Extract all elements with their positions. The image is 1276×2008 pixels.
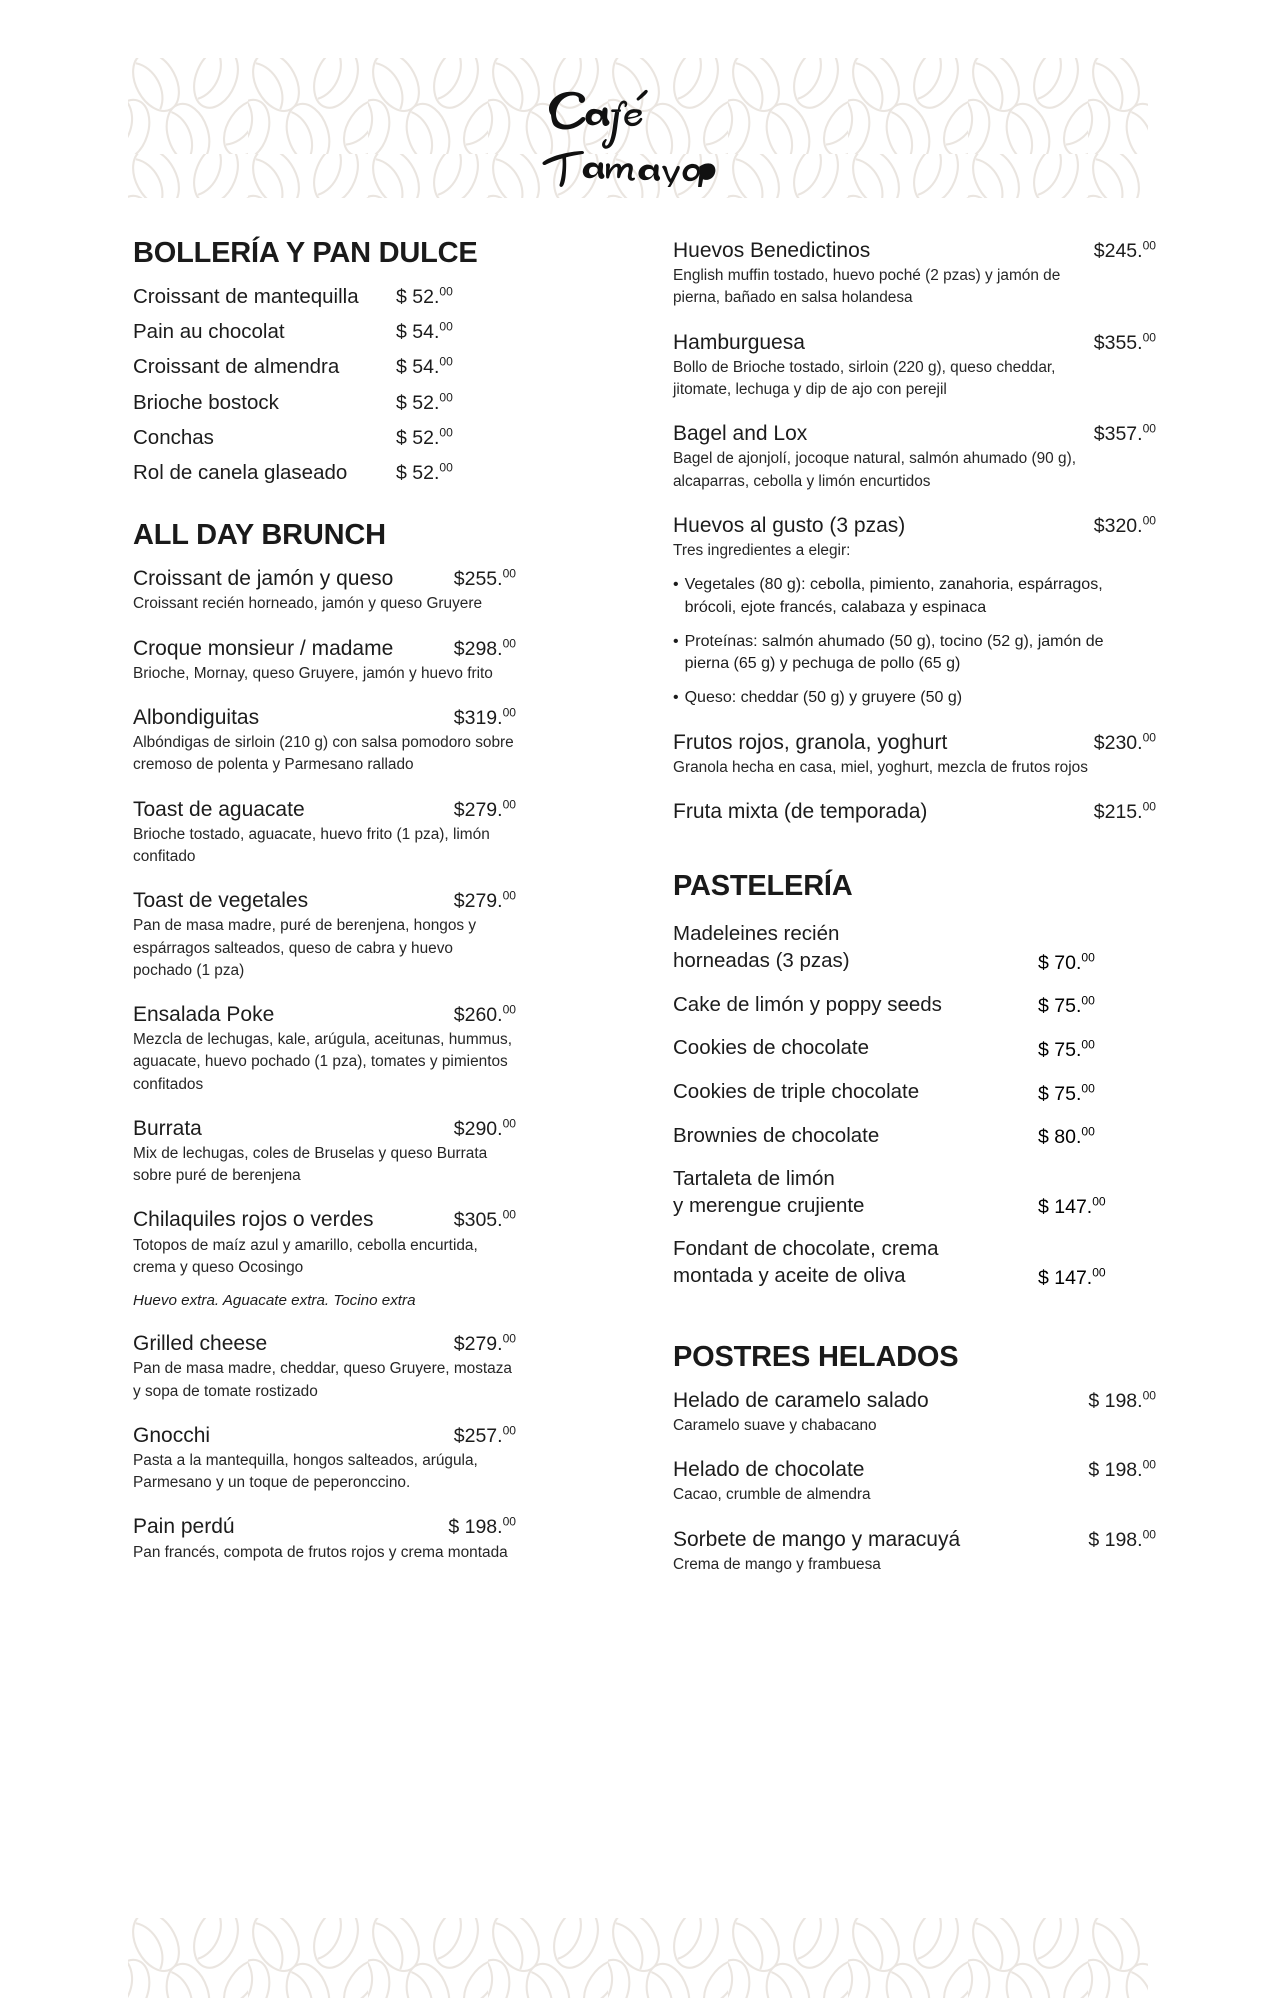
menu-item[interactable] (673, 238, 1156, 310)
section-title-postres-helados: POSTRES HELADOS (673, 1340, 959, 1373)
menu-item[interactable] (133, 636, 516, 685)
item-price: $ 52.00 (396, 425, 453, 449)
menu-item[interactable] (133, 705, 516, 777)
item-name: Hamburguesa (673, 330, 805, 354)
item-name: Cake de limón y poppy seeds (673, 992, 942, 1016)
item-name: Pain perdú (133, 1515, 235, 1539)
bullet-icon: • (673, 632, 679, 650)
item-name: Burrata (133, 1116, 202, 1140)
bolleria-item-list (133, 284, 516, 486)
menu-row[interactable] (673, 992, 1156, 1019)
item-price: $ 198.00 (1088, 1388, 1156, 1412)
item-price: $290.00 (453, 1116, 516, 1140)
item-description: Bollo de Brioche tostado, sirloin (220 g), queso cheddar, jitomate, lechuga y dip de ajo con perejil (673, 358, 1056, 399)
menu-row[interactable] (133, 354, 516, 380)
menu-row[interactable] (133, 319, 516, 345)
ingredient-option-text: Proteínas: salmón ahumado (50 g), tocino (52 g), jamón de pierna (65 g) y pechuga de pollo (65 g) (684, 632, 1104, 673)
menu-row[interactable] (673, 1236, 1156, 1289)
item-description: Brioche, Mornay, queso Gruyere, jamón y huevo frito (133, 664, 493, 682)
menu-item[interactable] (133, 1514, 516, 1563)
item-price: $ 75.00 (1038, 1037, 1095, 1061)
item-name: Tartaleta de limón y merengue crujiente (673, 1167, 865, 1217)
menu-row[interactable] (673, 1123, 1156, 1150)
menu-row[interactable] (133, 460, 516, 486)
menu-item[interactable] (133, 566, 516, 615)
item-price: $ 75.00 (1038, 993, 1095, 1018)
item-price: $ 147.00 (1038, 1194, 1106, 1219)
item-name: Gnocchi (133, 1423, 211, 1447)
item-name: Sorbete de mango y maracuyá (673, 1527, 961, 1551)
ingredient-option (673, 687, 1156, 710)
item-description: Bagel de ajonjolí, jocoque natural, salmón ahumado (90 g), alcaparras, cebolla y limón encurtidos (673, 450, 1076, 490)
item-description: Pan de masa madre, puré de berenjena, hongos y espárragos salteados, queso de cabra y huevo pochado (1 pza) (133, 917, 477, 979)
ingredient-options-list (673, 574, 1156, 710)
coffee-bean-pattern-bottom (128, 1918, 1148, 1998)
menu-row[interactable] (133, 284, 516, 310)
item-description: Albóndigas de sirloin (210 g) con salsa pomodoro sobre cremoso de polenta y Parmesano rallado (133, 734, 514, 774)
item-name: Huevos Benedictinos (673, 239, 871, 262)
menu-column-left (0, 238, 540, 1596)
section-title-all-day-brunch: ALL DAY BRUNCH (133, 519, 386, 552)
item-name: Toast de aguacate (133, 797, 305, 821)
postres-item-list (673, 1388, 1156, 1576)
item-extras-note: Huevo extra. Aguacate extra. Tocino extra (133, 1291, 416, 1309)
item-price: $ 70.00 (1038, 950, 1095, 974)
item-name: Huevos al gusto (3 pzas) (673, 513, 906, 537)
item-price: $255.00 (453, 566, 516, 591)
menu-item[interactable] (673, 1388, 1156, 1437)
item-name: Madeleines recién horneadas (3 pzas) (673, 922, 850, 972)
item-price: $279.00 (453, 1331, 516, 1356)
menu-row[interactable] (133, 425, 516, 451)
item-price: $320.00 (1093, 513, 1156, 537)
item-name: Conchas (133, 425, 214, 449)
ingredient-option (673, 574, 1156, 619)
item-price: $305.00 (453, 1207, 516, 1232)
item-price: $ 198.00 (1088, 1527, 1156, 1551)
item-price: $230.00 (1093, 730, 1156, 754)
section-title-pasteleria: PASTELERÍA (673, 870, 853, 903)
ingredient-option-text: Vegetales (80 g): cebolla, pimiento, zanahoria, espárragos, brócoli, ejote francés, calabaza y espinaca (684, 576, 1103, 616)
item-price: $ 54.00 (396, 354, 453, 379)
item-name: Rol de canela glaseado (133, 461, 348, 485)
item-name: Cookies de chocolate (673, 1036, 870, 1060)
menu-item[interactable] (133, 1423, 516, 1495)
brunch-item-list-left (133, 566, 516, 1564)
item-description: Tres ingredientes a elegir: (673, 542, 851, 560)
item-name: Croissant de mantequilla (133, 284, 359, 308)
item-name: Brioche bostock (133, 390, 279, 414)
menu-item[interactable] (673, 799, 1156, 825)
ingredient-option-text: Queso: cheddar (50 g) y gruyere (50 g) (684, 689, 963, 707)
menu-item[interactable] (133, 797, 516, 869)
item-price: $ 52.00 (396, 460, 453, 485)
menu-item[interactable] (673, 421, 1156, 493)
item-price: $ 198.00 (1088, 1457, 1156, 1482)
item-price: $ 75.00 (1038, 1081, 1095, 1105)
item-price: $279.00 (453, 797, 516, 821)
item-name: Toast de vegetales (133, 889, 309, 913)
item-description: Pan de masa madre, cheddar, queso Gruyere, mostaza y sopa de tomate rostizado (133, 1360, 512, 1400)
item-price: $260.00 (453, 1002, 516, 1026)
menu-item[interactable] (133, 1116, 516, 1188)
menu-item[interactable] (673, 1527, 1156, 1576)
item-name: Fondant de chocolate, crema montada y aceite de oliva (673, 1237, 939, 1288)
menu-row[interactable] (673, 921, 1156, 974)
item-price: $215.00 (1093, 799, 1156, 824)
item-price: $ 198.00 (448, 1514, 516, 1539)
item-name: Helado de caramelo salado (673, 1388, 929, 1412)
menu-item[interactable] (673, 330, 1156, 402)
ingredient-option (673, 631, 1156, 676)
bullet-icon: • (673, 689, 679, 707)
item-price: $257.00 (453, 1423, 516, 1447)
item-price: $ 52.00 (396, 390, 453, 414)
item-name: Croque monsieur / madame (133, 636, 394, 660)
item-name: Ensalada Poke (133, 1002, 275, 1026)
item-description: English muffin tostado, huevo poché (2 pzas) y jamón de pierna, bañado en salsa holandesa (673, 267, 1061, 307)
menu-item-huevos-al-gusto[interactable] (673, 513, 1156, 710)
bullet-icon: • (673, 576, 679, 594)
item-name: Chilaquiles rojos o verdes (133, 1208, 374, 1232)
item-name: Brownies de chocolate (673, 1123, 880, 1147)
menu-columns (0, 238, 1276, 1596)
item-description: Cacao, crumble de almendra (673, 1486, 871, 1504)
item-description: Pan francés, compota de frutos rojos y crema montada (133, 1543, 508, 1561)
item-name: Croissant de almendra (133, 355, 340, 379)
menu-item[interactable] (133, 888, 516, 982)
item-description: Croissant recién horneado, jamón y queso Gruyere (133, 595, 483, 613)
item-description: Mezcla de lechugas, kale, arúgula, aceitunas, hummus, aguacate, huevo pochado (1 pza), tomates y pimientos confitados (133, 1031, 512, 1093)
menu-row[interactable] (673, 1035, 1156, 1062)
item-description: Caramelo suave y chabacano (673, 1416, 877, 1434)
item-description: Granola hecha en casa, miel, yoghurt, mezcla de frutos rojos (673, 759, 1088, 777)
item-description: Brioche tostado, aguacate, huevo frito (1 pza), limón confitado (133, 825, 490, 866)
item-name: Frutos rojos, granola, yoghurt (673, 730, 948, 754)
item-price: $319.00 (453, 705, 516, 730)
item-name: Helado de chocolate (673, 1458, 865, 1482)
item-price: $357.00 (1093, 421, 1156, 446)
menu-item[interactable] (673, 730, 1156, 779)
item-price: $ 147.00 (1038, 1265, 1106, 1289)
menu-item[interactable] (133, 1002, 516, 1096)
item-name: Grilled cheese (133, 1332, 268, 1356)
item-name: Pain au chocolat (133, 320, 285, 344)
menu-item[interactable] (673, 1457, 1156, 1506)
menu-column-right (540, 238, 1276, 1596)
menu-item[interactable] (133, 1207, 516, 1311)
item-description: Crema de mango y frambuesa (673, 1555, 881, 1573)
menu-row[interactable] (673, 1166, 1156, 1219)
item-description: Totopos de maíz azul y amarillo, cebolla encurtida, crema y queso Ocosingo (133, 1236, 478, 1276)
item-price: $298.00 (453, 636, 516, 660)
item-name: Bagel and Lox (673, 422, 808, 446)
item-name: Cookies de triple chocolate (673, 1079, 920, 1103)
item-name: Albondiguitas (133, 706, 260, 730)
item-price: $ 52.00 (396, 284, 453, 308)
item-price: $355.00 (1093, 330, 1156, 354)
item-price: $245.00 (1093, 238, 1156, 262)
item-price: $279.00 (453, 888, 516, 913)
section-title-bolleria: BOLLERÍA Y PAN DULCE (133, 237, 478, 269)
pasteleria-item-list (673, 921, 1156, 1289)
item-description: Mix de lechugas, coles de Bruselas y queso Burrata sobre puré de berenjena (133, 1145, 488, 1185)
item-price: $ 54.00 (396, 319, 453, 344)
menu-row[interactable] (673, 1079, 1156, 1106)
item-description: Pasta a la mantequilla, hongos salteados, arúgula, Parmesano y un toque de peperonccino. (133, 1452, 478, 1492)
menu-row[interactable] (133, 390, 516, 416)
item-name: Fruta mixta (de temporada) (673, 800, 928, 824)
menu-item[interactable] (133, 1331, 516, 1403)
item-price: $ 80.00 (1038, 1124, 1095, 1149)
brunch-item-list-right (673, 238, 1156, 825)
item-name: Croissant de jamón y queso (133, 567, 394, 591)
brand-logo (0, 62, 1276, 192)
